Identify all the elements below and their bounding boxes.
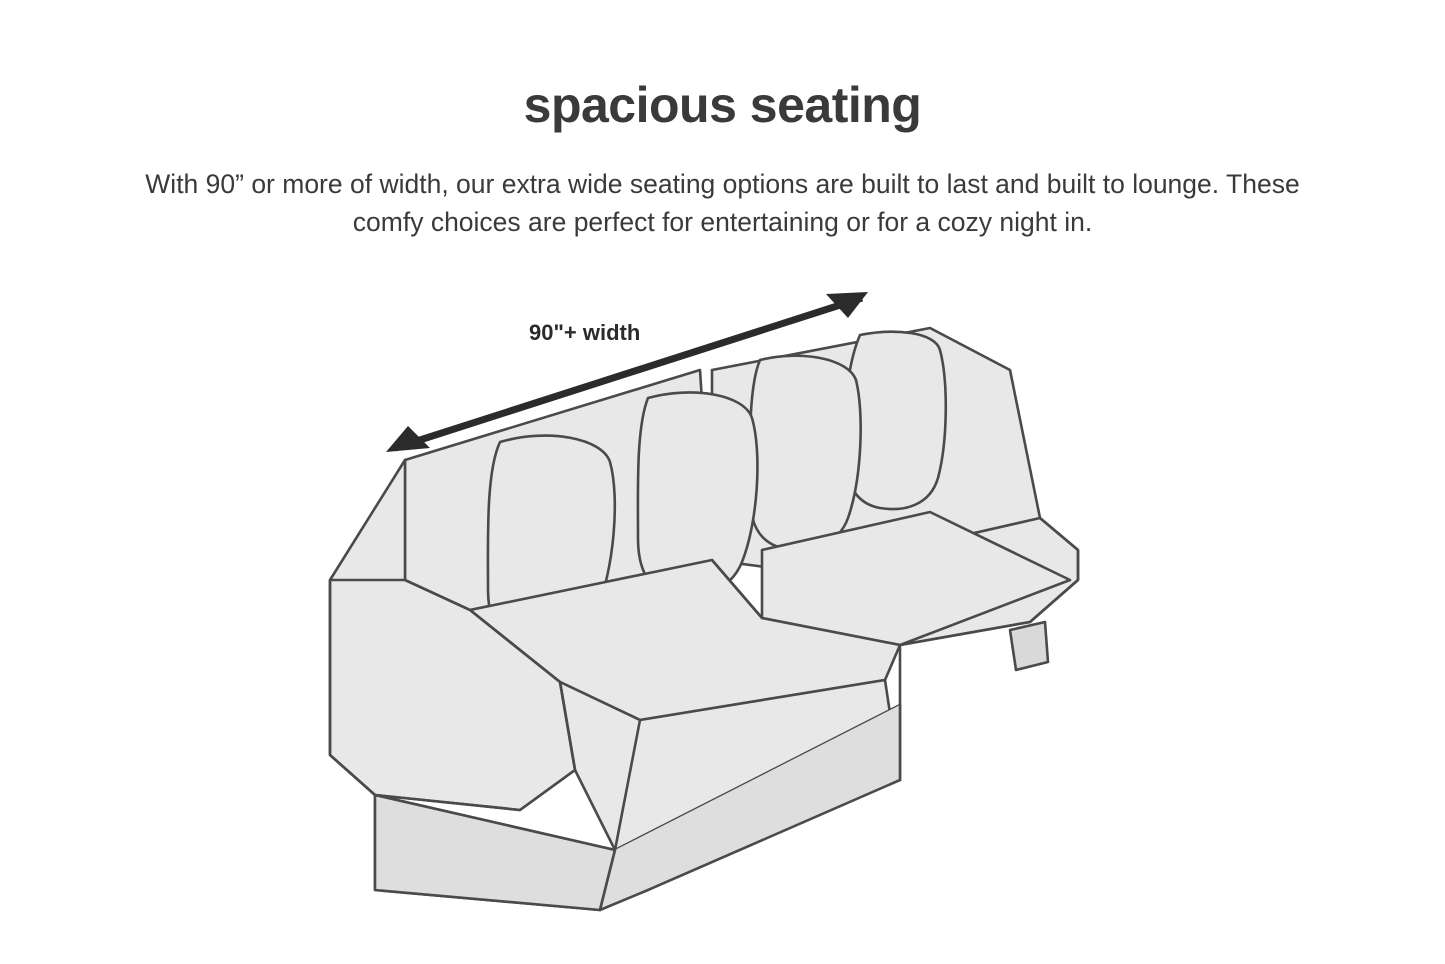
sofa-leg-right — [1010, 622, 1048, 670]
dimension-label: 90"+ width — [529, 320, 641, 345]
page-title: spacious seating — [523, 77, 922, 133]
sofa-drawing — [330, 328, 1078, 910]
sofa-illustration — [0, 250, 1445, 950]
description-line-2: These comfy choices are perfect for entertaining or for a cozy night in. — [352, 169, 1300, 237]
page-description — [133, 166, 1313, 241]
back-pillow-3 — [750, 356, 861, 550]
front-base-panel — [375, 795, 615, 910]
description-line-1: With 90” or more of width, our extra wide seating options are built to last and built to lounge. — [145, 169, 1220, 199]
